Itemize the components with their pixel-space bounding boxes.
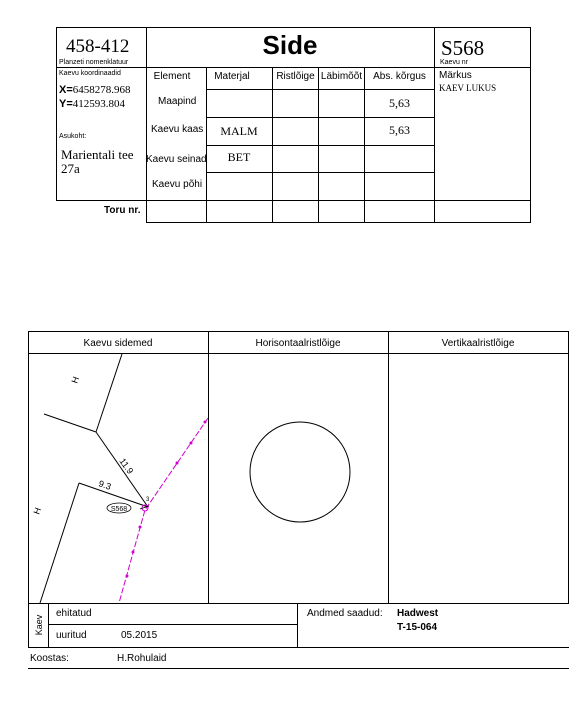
site-sketch: [29, 354, 208, 603]
pipe-label: Toru nr.: [104, 205, 141, 216]
remarks-value: KAEV LUKUS: [439, 83, 497, 93]
header-element: Element: [153, 71, 191, 82]
header-abs-height: Abs. kõrgus: [373, 71, 426, 82]
well-number-label: Kaevu nr: [440, 59, 469, 66]
row-element: Kaevu kaas: [151, 124, 204, 135]
surveyed-label: uuritud: [56, 630, 87, 641]
dimension-label: 9.3: [97, 478, 113, 492]
address-line2: 27a: [61, 161, 80, 176]
horizontal-section-drawing: [209, 354, 388, 603]
header-horizontal-section: Horisontaalristlõige: [255, 338, 341, 349]
data-source-value: Hadwest: [397, 608, 439, 619]
row-material: BET: [227, 150, 251, 164]
header-remarks: Märkus: [439, 70, 472, 81]
well-circle: [250, 422, 350, 522]
pipe-marker: [126, 575, 129, 578]
header-diameter: Läbimõõt: [320, 71, 363, 82]
well-label: S568: [110, 506, 128, 513]
coord-x-value: 6458278.968: [72, 84, 131, 96]
coord-y-label: Y=: [59, 98, 73, 110]
coord-x-label: X=: [59, 84, 73, 96]
pipe-marker: [190, 442, 193, 445]
address-label: Asukoht:: [59, 133, 87, 140]
header-material: Materjal: [214, 71, 250, 82]
h-mark-top: H: [69, 375, 82, 385]
h-mark-bottom: H: [31, 506, 44, 516]
boundary-line: [96, 354, 122, 432]
plan-label: Planzeti nomenklatuur: [59, 59, 129, 66]
surveyed-value: 05.2015: [121, 630, 158, 641]
well-side-label: Kaev: [34, 614, 44, 636]
compiled-by-label: Koostas:: [30, 653, 69, 664]
boundary-line: [44, 414, 96, 432]
pipe-line: [119, 418, 208, 603]
header-vertical-section: Vertikaalristlõige: [441, 338, 515, 349]
row-element: Kaevu seinad: [146, 154, 207, 165]
well-number: S568: [441, 36, 485, 60]
address-line1: Marientali tee: [61, 147, 134, 162]
pipe-marker: [139, 526, 142, 529]
pipe-marker: [204, 421, 207, 424]
built-label: ehitatud: [56, 608, 92, 619]
coords-label: Kaevu koordinaadid: [59, 70, 121, 77]
row-element: Maapind: [158, 96, 197, 107]
row-element: Kaevu põhi: [152, 179, 203, 190]
pipe-marker: [132, 551, 135, 554]
header-well-links: Kaevu sidemed: [83, 338, 153, 349]
compiled-by-value: H.Rohulaid: [117, 653, 167, 664]
coord-y: [59, 98, 125, 110]
coord-y-value: 412593.804: [72, 98, 126, 110]
card-title: Side: [262, 30, 318, 60]
data-source-code: T-15-064: [397, 622, 438, 633]
data-source-label: Andmed saadud:: [307, 608, 383, 619]
row-abs-height: 5,63: [389, 96, 410, 110]
plan-number: 458-412: [66, 36, 130, 57]
row-abs-height: 5,63: [389, 123, 410, 137]
coord-x: [59, 84, 131, 96]
header-cross-section: Ristlõige: [276, 71, 315, 82]
row-material: MALM: [220, 124, 258, 138]
well-small-mark: 3: [146, 497, 150, 503]
dimension-label: 11.9: [117, 456, 136, 476]
pipe-marker: [176, 462, 179, 465]
boundary-line: [96, 432, 148, 507]
boundary-line: [40, 483, 79, 603]
